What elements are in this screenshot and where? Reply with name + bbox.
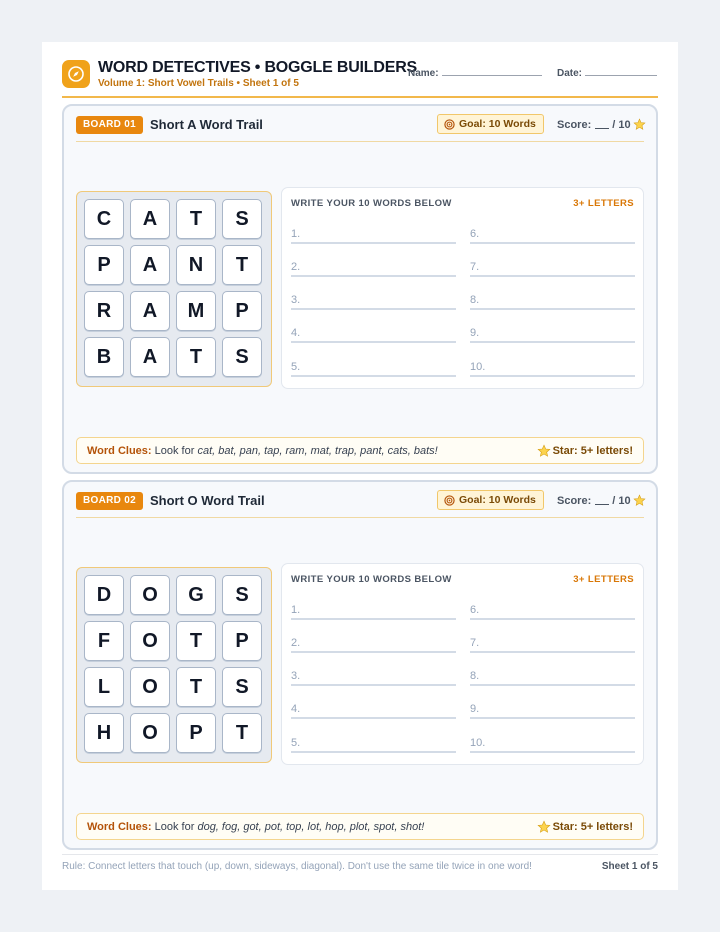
score-total: / 10 [612,494,631,507]
letter-tile[interactable]: N [176,245,216,285]
line-number: 4. [291,703,301,715]
date-field[interactable] [557,68,657,79]
word-clues-bar [76,813,644,840]
line-number: 8. [470,294,480,306]
line-number: 3. [291,294,301,306]
letter-requirement: 3+ LETTERS [573,198,634,209]
star-note-text: Star: 5+ letters! [552,821,633,833]
letter-tile[interactable]: R [84,291,124,331]
letter-requirement: 3+ LETTERS [573,574,634,585]
page-subtitle: Volume 1: Short Vowel Trails • Sheet 1 of 5 [98,78,299,89]
letter-tile[interactable]: M [176,291,216,331]
letter-tile[interactable]: P [222,621,262,661]
word-line[interactable] [470,701,635,719]
letter-tile[interactable]: F [84,621,124,661]
word-line[interactable] [291,701,456,719]
goal-badge [437,490,544,510]
page-title: WORD DETECTIVES • BOGGLE BUILDERS [98,59,418,76]
star-icon [537,820,551,834]
line-number: 10. [470,361,486,373]
board-header [76,116,644,142]
goal-text: Goal: 10 Words [459,118,536,130]
letter-tile[interactable]: P [84,245,124,285]
letter-tile[interactable]: D [84,575,124,615]
letter-tile[interactable]: T [222,245,262,285]
star-icon [537,444,551,458]
line-number: 2. [291,261,301,273]
word-clues-text [87,445,438,457]
board-card [62,104,658,474]
word-clues-bar [76,437,644,464]
letter-tile[interactable]: T [176,337,216,377]
word-line[interactable] [470,259,635,277]
word-list-heading: WRITE YOUR 10 WORDS BELOW [291,198,452,209]
score-field [557,494,646,507]
letter-tile[interactable]: A [130,291,170,331]
letter-grid [76,567,272,763]
letter-tile[interactable]: C [84,199,124,239]
star-note [537,820,633,834]
letter-tile[interactable]: A [130,199,170,239]
letter-tile[interactable]: P [176,713,216,753]
goal-text: Goal: 10 Words [459,494,536,506]
letter-tile[interactable]: T [176,667,216,707]
letter-tile[interactable]: G [176,575,216,615]
word-line[interactable] [291,259,456,277]
word-list-panel [281,187,644,389]
board-title: Short O Word Trail [150,493,265,508]
clue-label: Word Clues: [87,445,152,457]
line-number: 6. [470,228,480,240]
line-number: 2. [291,637,301,649]
word-line[interactable] [291,226,456,244]
page-header [62,60,658,98]
letter-tile[interactable]: O [130,667,170,707]
letter-tile[interactable]: T [176,621,216,661]
score-label: Score: [557,494,592,507]
star-icon [633,494,646,507]
star-icon [633,118,646,131]
line-number: 7. [470,637,480,649]
line-number: 3. [291,670,301,682]
letter-tile[interactable]: A [130,245,170,285]
letter-tile[interactable]: T [222,713,262,753]
line-number: 9. [470,703,480,715]
goal-badge [437,114,544,134]
score-field [557,118,646,131]
score-total: / 10 [612,118,631,131]
board-badge: BOARD 01 [76,116,143,134]
letter-tile[interactable]: S [222,575,262,615]
score-label: Score: [557,118,592,131]
star-note-text: Star: 5+ letters! [552,445,633,457]
word-line[interactable] [291,325,456,343]
score-blank[interactable] [595,496,609,505]
clue-words: cat, bat, pan, tap, ram, mat, trap, pant, cats, bats! [197,445,438,457]
clue-label: Word Clues: [87,821,152,833]
letter-tile[interactable]: B [84,337,124,377]
board-header [76,492,644,518]
word-list-panel [281,563,644,765]
line-number: 5. [291,737,301,749]
word-line[interactable] [291,602,456,620]
line-number: 9. [470,327,480,339]
letter-tile[interactable]: S [222,199,262,239]
clue-words: dog, fog, got, pot, top, lot, hop, plot, spot, shot! [197,821,425,833]
line-number: 1. [291,604,301,616]
name-line[interactable] [442,75,542,76]
word-line[interactable] [291,668,456,686]
target-icon [444,495,455,506]
word-line[interactable] [470,226,635,244]
score-blank[interactable] [595,120,609,129]
name-label: Name: [408,68,439,79]
word-line[interactable] [291,292,456,310]
letter-tile[interactable]: T [176,199,216,239]
word-line[interactable] [470,359,635,377]
target-icon [444,119,455,130]
line-number: 7. [470,261,480,273]
line-number: 10. [470,737,486,749]
page-number: Sheet 1 of 5 [601,861,658,872]
clue-prefix: Look for [154,445,195,457]
letter-tile[interactable]: H [84,713,124,753]
letter-tile[interactable]: S [222,337,262,377]
word-line[interactable] [470,668,635,686]
date-label: Date: [557,68,583,79]
letter-tile[interactable]: O [130,713,170,753]
board-title: Short A Word Trail [150,117,263,132]
date-line[interactable] [585,75,657,76]
letter-tile[interactable]: P [222,291,262,331]
clue-prefix: Look for [154,821,195,833]
word-line[interactable] [470,735,635,753]
board-card [62,480,658,850]
line-number: 8. [470,670,480,682]
word-line[interactable] [470,635,635,653]
rule-text: Rule: Connect letters that touch (up, down, sideways, diagonal). Don't use the same tile twice in one word! [62,861,532,872]
word-line[interactable] [470,292,635,310]
letter-tile[interactable]: L [84,667,124,707]
letter-tile[interactable]: S [222,667,262,707]
word-line[interactable] [291,635,456,653]
word-list-heading: WRITE YOUR 10 WORDS BELOW [291,574,452,585]
letter-tile[interactable]: O [130,575,170,615]
word-line[interactable] [291,735,456,753]
word-line[interactable] [291,359,456,377]
line-number: 6. [470,604,480,616]
letter-grid [76,191,272,387]
word-clues-text [87,821,424,833]
line-number: 4. [291,327,301,339]
name-field[interactable] [408,68,542,79]
word-line[interactable] [470,602,635,620]
worksheet-page [42,42,678,890]
line-number: 5. [291,361,301,373]
star-note [537,444,633,458]
word-line[interactable] [470,325,635,343]
compass-icon [62,60,90,88]
board-badge: BOARD 02 [76,492,143,510]
letter-tile[interactable]: A [130,337,170,377]
letter-tile[interactable]: O [130,621,170,661]
page-footer [62,854,658,872]
line-number: 1. [291,228,301,240]
